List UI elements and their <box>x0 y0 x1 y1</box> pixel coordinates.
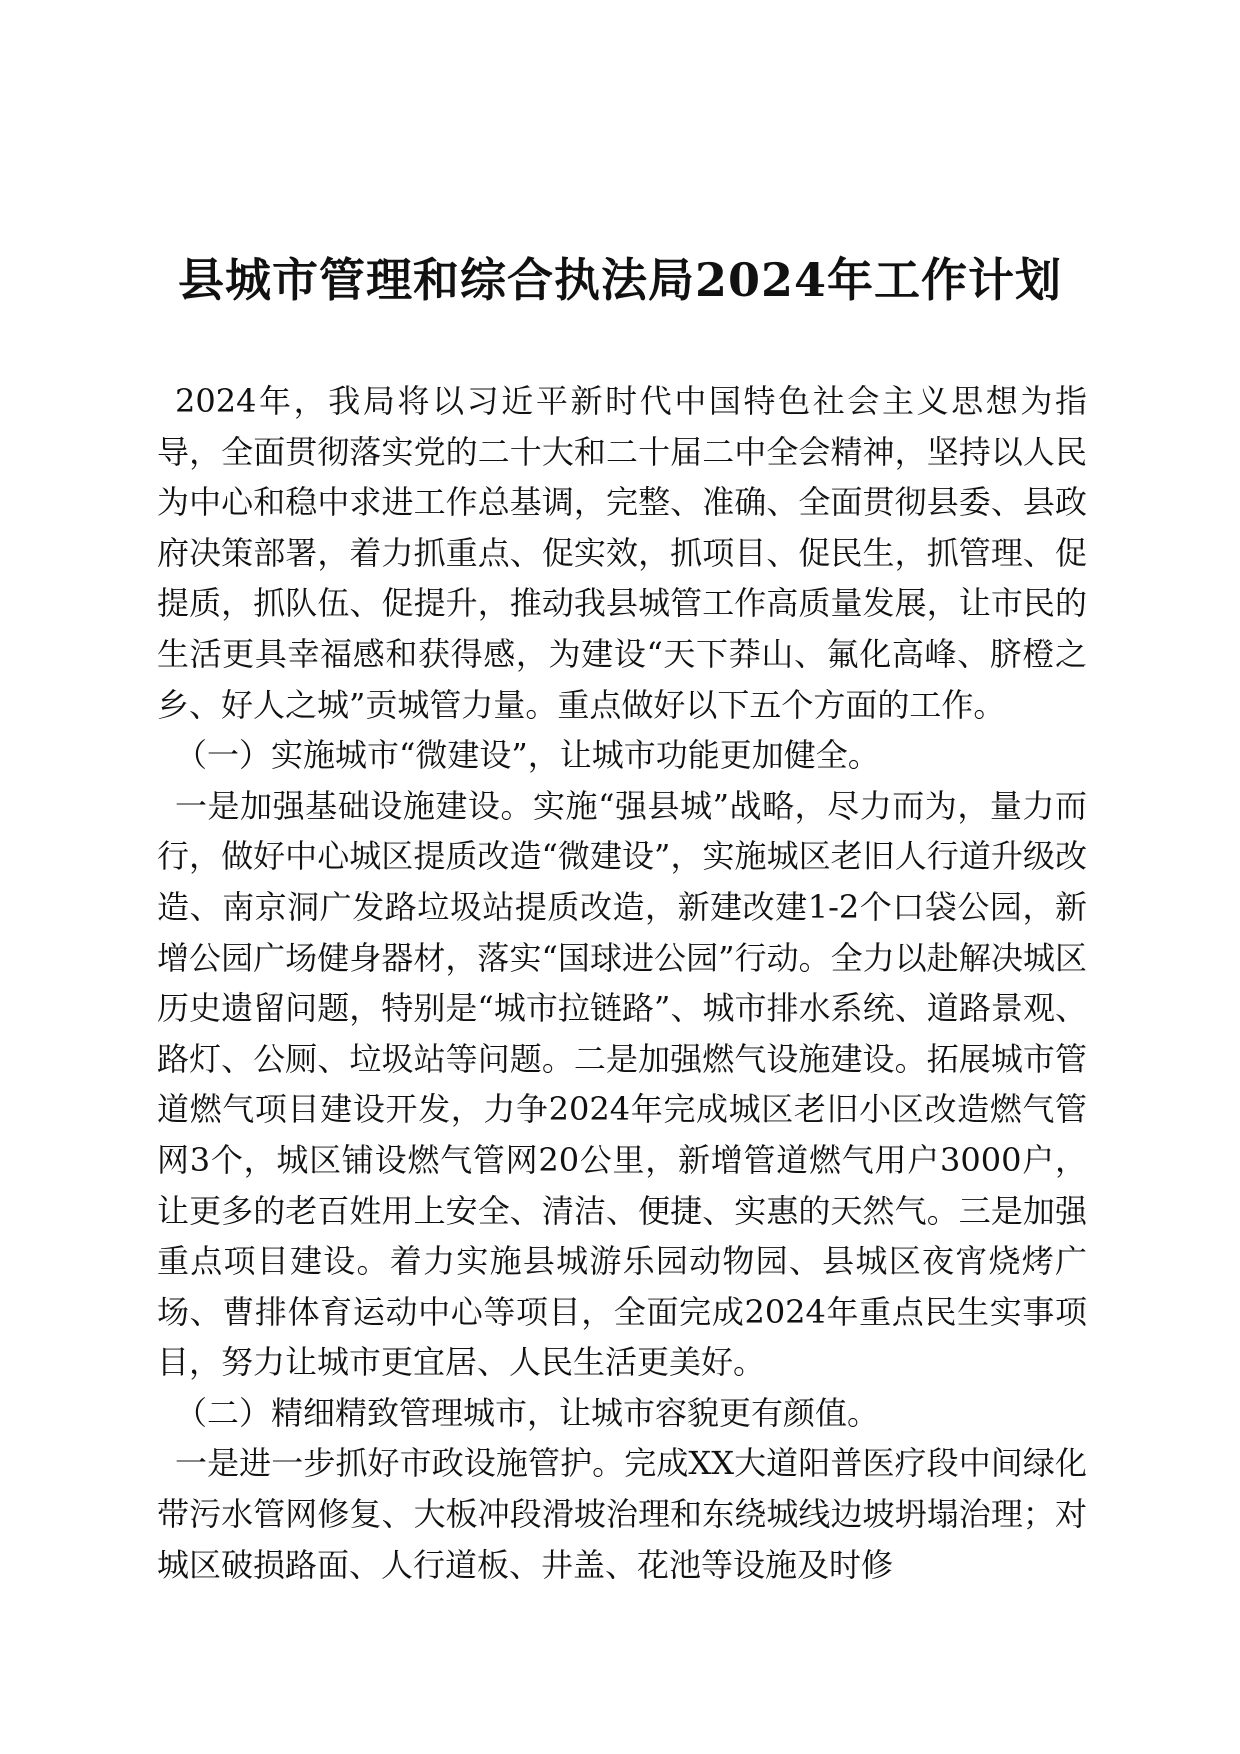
intro-paragraph: 2024年，我局将以习近平新时代中国特色社会主义思想为指导，全面贯彻落实党的二十大和二十届二中全会精神，坚持以人民为中心和稳中求进工作总基调，完整、准确、全面贯彻县委、县政府决策部署，着力抓重点、促实效，抓项目、促民生，抓管理、促提质，抓队伍、促提升，推动我县城管工作高质量发展，让市民的生活更具幸福感和获得感，为建设“天下莽山、氟化高峰、脐橙之乡、好人之城”贡城管力量。重点做好以下五个方面的工作。 <box>157 382 1087 724</box>
section-2-heading: （二）精细精致管理城市，让城市容貌更有颜值。 <box>175 1393 880 1432</box>
document-body <box>157 376 1087 1590</box>
section-2-paragraph: 一是进一步抓好市政设施管护。完成XX大道阳普医疗段中间绿化带污水管网修复、大板冲段滑坡治理和东绕城线边坡坍塌治理；对城区破损路面、人行道板、井盖、花池等设施及时修 <box>157 1444 1087 1584</box>
section-1-paragraph: 一是加强基础设施建设。实施“强县城”战略，尽力而为，量力而行，做好中心城区提质改造“微建设”，实施城区老旧人行道升级改造、南京洞广发路垃圾站提质改造，新建改建1-2个口袋公园，新增公园广场健身器材，落实“国球进公园”行动。全力以赴解决城区历史遗留问题，特别是“城市拉链路”、城市排水系统、道路景观、路灯、公厕、垃圾站等问题。二是加强燃气设施建设。拓展城市管道燃气项目建设开发，力争2024年完成城区老旧小区改造燃气管网3个，城区铺设燃气管网20公里，新增管道燃气用户3000户，让更多的老百姓用上安全、清洁、便捷、实惠的天然气。三是加强重点项目建设。着力实施县城游乐园动物园、县城区夜宵烧烤广场、曹排体育运动中心等项目，全面完成2024年重点民生实事项目，努力让城市更宜居、人民生活更美好。 <box>157 786 1087 1382</box>
section-1-heading: （一）实施城市“微建设”，让城市功能更加健全。 <box>175 736 880 775</box>
document-title: 县城市管理和综合执法局2024年工作计划 <box>177 253 1063 307</box>
